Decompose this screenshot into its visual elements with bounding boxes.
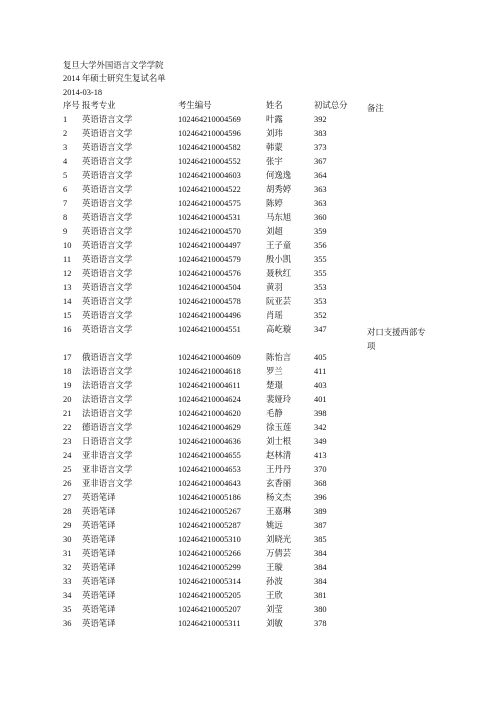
cell-candidate-id: 102464210004522 (178, 185, 241, 194)
cell-score: 359 (314, 227, 327, 236)
cell-candidate-id: 102464210004497 (178, 241, 241, 250)
cell-candidate-id: 102464210004603 (178, 171, 241, 180)
cell-name: 陈婷 (266, 199, 283, 208)
cell-number: 27 (63, 493, 72, 502)
cell-name: 裴娅玲 (266, 395, 292, 404)
cell-score: 396 (314, 493, 327, 502)
table-row (0, 410, 496, 424)
cell-candidate-id: 102464210004611 (178, 381, 241, 390)
cell-name: 王嘉琳 (266, 507, 292, 516)
cell-major: 英语笔译 (82, 619, 116, 628)
cell-name: 聂秋红 (266, 269, 292, 278)
cell-major: 英语语言文学 (82, 269, 133, 278)
cell-candidate-id: 102464210004531 (178, 213, 241, 222)
table-row (0, 564, 496, 578)
cell-candidate-id: 102464210005287 (178, 521, 241, 530)
table-row (0, 452, 496, 466)
cell-score: 392 (314, 115, 327, 124)
cell-major: 英语笔译 (82, 577, 116, 586)
table-row (0, 130, 496, 144)
cell-candidate-id: 102464210004620 (178, 409, 241, 418)
cell-major: 亚非语言文学 (82, 465, 133, 474)
cell-name: 赵林清 (266, 451, 292, 460)
cell-candidate-id: 102464210004552 (178, 157, 241, 166)
cell-candidate-id: 102464210004618 (178, 367, 241, 376)
table-row (0, 186, 496, 200)
cell-candidate-id: 102464210004636 (178, 437, 241, 446)
cell-number: 23 (63, 437, 72, 446)
cell-score: 360 (314, 213, 327, 222)
cell-number: 31 (63, 549, 72, 558)
cell-name: 肖瑶 (266, 311, 283, 320)
cell-candidate-id: 102464210005207 (178, 605, 241, 614)
cell-score: 367 (314, 157, 327, 166)
cell-number: 25 (63, 465, 72, 474)
cell-name: 刘士根 (266, 437, 292, 446)
table-row (0, 214, 496, 228)
cell-major: 英语笔译 (82, 549, 116, 558)
cell-name: 姚远 (266, 521, 283, 530)
table-row (0, 536, 496, 550)
cell-number: 35 (63, 605, 72, 614)
column-header-name: 姓名 (266, 101, 283, 110)
cell-number: 2 (63, 129, 68, 138)
cell-score: 353 (314, 297, 327, 306)
table-row (0, 620, 496, 634)
cell-score: 413 (314, 451, 327, 460)
cell-number: 30 (63, 535, 72, 544)
cell-number: 5 (63, 171, 68, 180)
table-row (0, 606, 496, 620)
cell-name: 韩蒙 (266, 143, 283, 152)
table-row (0, 312, 496, 326)
cell-name: 王欣 (266, 591, 283, 600)
cell-major: 英语笔译 (82, 605, 116, 614)
cell-name: 何逸逸 (266, 171, 292, 180)
cell-major: 亚非语言文学 (82, 479, 133, 488)
cell-number: 21 (63, 409, 72, 418)
cell-number: 6 (63, 185, 68, 194)
cell-score: 356 (314, 241, 327, 250)
cell-major: 英语语言文学 (82, 129, 133, 138)
cell-candidate-id: 102464210005310 (178, 535, 241, 544)
cell-score: 405 (314, 353, 327, 362)
cell-score: 380 (314, 605, 327, 614)
cell-score: 352 (314, 311, 327, 320)
table-row (0, 480, 496, 494)
cell-candidate-id: 102464210005266 (178, 549, 241, 558)
cell-candidate-id: 102464210005186 (178, 493, 241, 502)
cell-number: 15 (63, 311, 72, 320)
table-row (0, 242, 496, 256)
table-row (0, 508, 496, 522)
cell-score: 353 (314, 283, 327, 292)
cell-major: 英语语言文学 (82, 227, 133, 236)
cell-candidate-id: 102464210005299 (178, 563, 241, 572)
table-row (0, 298, 496, 312)
cell-score: 398 (314, 409, 327, 418)
cell-name: 杨文杰 (266, 493, 292, 502)
cell-major: 英语语言文学 (82, 283, 133, 292)
cell-candidate-id: 102464210005311 (178, 619, 241, 628)
cell-number: 29 (63, 521, 72, 530)
table-row (0, 578, 496, 592)
cell-major: 英语语言文学 (82, 185, 133, 194)
cell-number: 13 (63, 283, 72, 292)
cell-number: 18 (63, 367, 72, 376)
column-header-major: 报考专业 (82, 101, 116, 110)
cell-name: 王子童 (266, 241, 292, 250)
cell-score: 384 (314, 563, 327, 572)
cell-major: 英语语言文学 (82, 255, 133, 264)
cell-score: 363 (314, 199, 327, 208)
cell-candidate-id: 102464210005314 (178, 577, 241, 586)
cell-score: 370 (314, 465, 327, 474)
cell-number: 7 (63, 199, 68, 208)
cell-major: 英语语言文学 (82, 241, 133, 250)
table-row (0, 228, 496, 242)
cell-score: 384 (314, 549, 327, 558)
cell-number: 33 (63, 577, 72, 586)
cell-name: 陈怡言 (266, 353, 292, 362)
column-header-candidate-id: 考生编号 (178, 101, 212, 110)
cell-number: 22 (63, 423, 72, 432)
cell-name: 殷小凯 (266, 255, 292, 264)
cell-name: 毛静 (266, 409, 283, 418)
table-row (0, 438, 496, 452)
cell-score: 381 (314, 591, 327, 600)
cell-major: 日语语言文学 (82, 437, 133, 446)
cell-candidate-id: 102464210004609 (178, 353, 241, 362)
cell-candidate-id: 102464210004624 (178, 395, 241, 404)
cell-score: 384 (314, 577, 327, 586)
cell-number: 19 (63, 381, 72, 390)
cell-name: 马东旭 (266, 213, 292, 222)
cell-major: 英语笔译 (82, 535, 116, 544)
table-row (0, 200, 496, 214)
cell-score: 383 (314, 129, 327, 138)
cell-major: 英语语言文学 (82, 171, 133, 180)
cell-name: 叶露 (266, 115, 283, 124)
cell-name: 玄香丽 (266, 479, 292, 488)
table-row (0, 592, 496, 606)
cell-major: 俄语语言文学 (82, 353, 133, 362)
cell-score: 363 (314, 185, 327, 194)
cell-score: 385 (314, 535, 327, 544)
cell-number: 3 (63, 143, 68, 152)
cell-major: 英语语言文学 (82, 311, 133, 320)
cell-candidate-id: 102464210004576 (178, 269, 241, 278)
cell-score: 378 (314, 619, 327, 628)
cell-name: 刘超 (266, 227, 283, 236)
cell-number: 16 (63, 325, 72, 334)
cell-candidate-id: 102464210004496 (178, 311, 241, 320)
table-row (0, 522, 496, 536)
cell-candidate-id: 102464210004655 (178, 451, 241, 460)
cell-name: 万倩芸 (266, 549, 292, 558)
column-header-number: 序号 (63, 101, 80, 110)
table-row (0, 284, 496, 298)
cell-candidate-id: 102464210004596 (178, 129, 241, 138)
cell-score: 364 (314, 171, 327, 180)
cell-major: 英语语言文学 (82, 297, 133, 306)
cell-score: 355 (314, 269, 327, 278)
table-row (0, 116, 496, 130)
cell-name: 高屹璇 (266, 325, 292, 334)
cell-score: 389 (314, 507, 327, 516)
cell-number: 17 (63, 353, 72, 362)
cell-score: 347 (314, 325, 327, 334)
cell-score: 401 (314, 395, 327, 404)
table-row (0, 382, 496, 396)
cell-major: 法语语言文学 (82, 395, 133, 404)
table-row (0, 325, 496, 351)
cell-candidate-id: 102464210004504 (178, 283, 241, 292)
cell-number: 11 (63, 255, 72, 264)
cell-major: 英语语言文学 (82, 143, 133, 152)
cell-major: 英语语言文学 (82, 325, 133, 334)
cell-name: 刘敏 (266, 619, 283, 628)
institution-name: 复旦大学外国语言文学学院 (63, 61, 164, 70)
cell-number: 8 (63, 213, 68, 222)
cell-score: 349 (314, 437, 327, 446)
cell-number: 26 (63, 479, 72, 488)
table-row (0, 494, 496, 508)
cell-major: 英语语言文学 (82, 199, 133, 208)
cell-name: 徐玉莲 (266, 423, 292, 432)
table-header-row (0, 102, 496, 116)
table-row (0, 270, 496, 284)
cell-name: 楚璟 (266, 381, 283, 390)
table-row (0, 172, 496, 186)
document-title: 2014 年硕士研究生复试名单 (63, 74, 166, 83)
table-row (0, 256, 496, 270)
cell-score: 368 (314, 479, 327, 488)
cell-major: 法语语言文学 (82, 367, 133, 376)
cell-candidate-id: 102464210004582 (178, 143, 241, 152)
table-row (0, 424, 496, 438)
table-row (0, 396, 496, 410)
cell-score: 387 (314, 521, 327, 530)
cell-major: 法语语言文学 (82, 409, 133, 418)
cell-major: 英语语言文学 (82, 213, 133, 222)
cell-candidate-id: 102464210004569 (178, 115, 241, 124)
cell-candidate-id: 102464210004629 (178, 423, 241, 432)
cell-number: 4 (63, 157, 68, 166)
cell-number: 20 (63, 395, 72, 404)
cell-candidate-id: 102464210005205 (178, 591, 241, 600)
cell-name: 阮亚芸 (266, 297, 292, 306)
table-row (0, 368, 496, 382)
cell-candidate-id: 102464210005267 (178, 507, 241, 516)
cell-name: 黄羽 (266, 283, 283, 292)
table-row (0, 466, 496, 480)
cell-name: 孙波 (266, 577, 283, 586)
cell-score: 403 (314, 381, 327, 390)
cell-name: 刘莹 (266, 605, 283, 614)
cell-major: 法语语言文学 (82, 381, 133, 390)
cell-score: 355 (314, 255, 327, 264)
cell-candidate-id: 102464210004570 (178, 227, 241, 236)
table-row (0, 550, 496, 564)
cell-major: 德语语言文学 (82, 423, 133, 432)
cell-candidate-id: 102464210004653 (178, 465, 241, 474)
cell-remarks: 对口支援西部专项 (367, 328, 426, 351)
cell-candidate-id: 102464210004579 (178, 255, 241, 264)
cell-name: 王丹丹 (266, 465, 292, 474)
cell-major: 英语笔译 (82, 591, 116, 600)
cell-major: 英语笔译 (82, 493, 116, 502)
cell-candidate-id: 102464210004578 (178, 297, 241, 306)
cell-score: 373 (314, 143, 327, 152)
cell-number: 10 (63, 241, 72, 250)
cell-major: 英语笔译 (82, 507, 116, 516)
cell-number: 28 (63, 507, 72, 516)
cell-number: 32 (63, 563, 72, 572)
cell-name: 张宇 (266, 157, 283, 166)
cell-score: 342 (314, 423, 327, 432)
cell-candidate-id: 102464210004575 (178, 199, 241, 208)
cell-number: 12 (63, 269, 72, 278)
cell-major: 亚非语言文学 (82, 451, 133, 460)
cell-major: 英语笔译 (82, 521, 116, 530)
cell-number: 14 (63, 297, 72, 306)
cell-major: 英语语言文学 (82, 157, 133, 166)
cell-major: 英语笔译 (82, 563, 116, 572)
cell-number: 34 (63, 591, 72, 600)
cell-number: 36 (63, 619, 72, 628)
table-row (0, 158, 496, 172)
table-row (0, 144, 496, 158)
cell-candidate-id: 102464210004551 (178, 325, 241, 334)
cell-name: 胡秀婷 (266, 185, 292, 194)
column-header-score: 初试总分 (314, 101, 348, 110)
document-date: 2014-03-18 (63, 88, 103, 97)
column-header-remarks: 备注 (367, 104, 384, 113)
cell-score: 411 (314, 367, 327, 376)
cell-name: 刘晓光 (266, 535, 292, 544)
cell-number: 1 (63, 115, 68, 124)
cell-name: 刘玮 (266, 129, 283, 138)
cell-name: 王璇 (266, 563, 283, 572)
cell-number: 9 (63, 227, 68, 236)
cell-major: 英语语言文学 (82, 115, 133, 124)
cell-number: 24 (63, 451, 72, 460)
cell-name: 罗兰 (266, 367, 283, 376)
table-row (0, 354, 496, 368)
cell-candidate-id: 102464210004643 (178, 479, 241, 488)
